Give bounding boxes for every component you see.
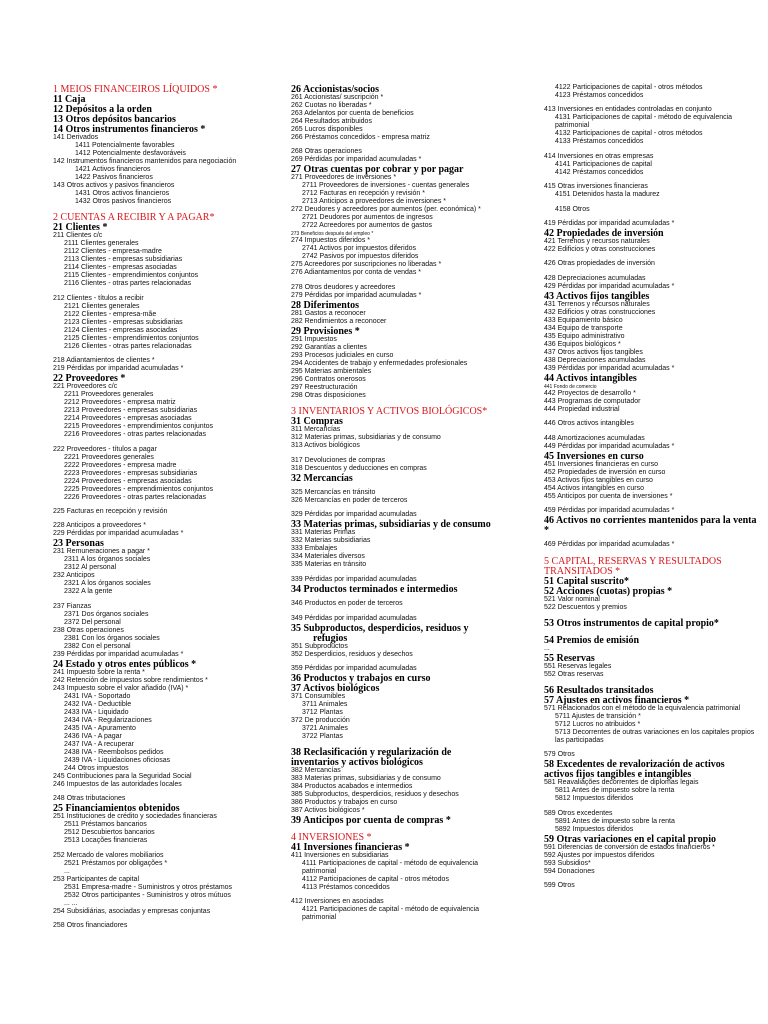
account-subitem: 1432 Otros pasivos financieros bbox=[75, 198, 172, 205]
account-group-heading: 55 Reservas bbox=[544, 652, 595, 664]
account-item: 384 Productos acabados e intermedios bbox=[291, 783, 413, 791]
account-item: 225 Facturas en recepción y revisión bbox=[53, 508, 168, 515]
account-item: 419 Pérdidas por imparidad acumuladas * bbox=[544, 220, 675, 227]
account-group-heading: 57 Ajustes en activos financieros * bbox=[544, 695, 690, 706]
account-subitem: 2124 Clientes - empresas asociadas bbox=[64, 326, 178, 334]
account-item: 589 Otros excedentes bbox=[544, 809, 613, 817]
account-subitem: 4112 Participaciones de capital - otros métodos bbox=[302, 875, 449, 883]
account-subitem: 2432 IVA - Deductible bbox=[64, 700, 132, 708]
account-item: 386 Productos y trabajos en curso bbox=[291, 799, 398, 807]
account-subitem: 2721 Deudores por aumentos de ingresos bbox=[302, 214, 433, 222]
account-subitem: 1422 Pasivos financieros bbox=[75, 174, 153, 181]
account-item: 349 Pérdidas por imparidad acumuladas bbox=[291, 614, 417, 622]
account-subitem: 4113 Préstamos concedidos bbox=[302, 883, 390, 891]
account-group-heading: 33 Materias primas, subsidiarias y de consumo bbox=[291, 519, 491, 531]
account-group-heading: 28 Diferimentos bbox=[291, 299, 360, 311]
account-item: 295 Materias ambientales bbox=[291, 367, 372, 375]
account-subitem: 2436 IVA - A pagar bbox=[64, 732, 122, 740]
account-item: 278 Otros deudores y acreedores bbox=[291, 283, 396, 291]
account-item: 222 Proveedores - títulos a pagar bbox=[53, 445, 157, 453]
account-subitem: 2212 Proveedores - empresa matriz bbox=[64, 399, 176, 407]
account-item: 237 Fianzas bbox=[53, 602, 92, 610]
account-item: 413 Inversiones en entidades controladas en conjunto bbox=[544, 106, 712, 114]
account-item: 371 Consumibles bbox=[291, 693, 346, 700]
account-item: 246 Impuestos de las autoridades locales bbox=[53, 780, 182, 788]
account-item: 571 Relacionados con el método de la equivalencia patrimonial bbox=[544, 705, 741, 712]
account-subitem: 2215 Proveedores - emprendimientos conjuntos bbox=[64, 423, 214, 431]
account-group-heading: 14 Otros instrumentos financieros * bbox=[53, 124, 206, 135]
account-item: 266 Préstamos concedidos - empresa matriz bbox=[291, 134, 430, 141]
account-item: 272 Deudores y acreedores por aumentos (per. económica) * bbox=[291, 206, 481, 214]
account-group-heading: 31 Compras bbox=[291, 416, 343, 428]
account-item: 415 Otras inversiones financieras bbox=[544, 183, 648, 191]
account-item: 274 Impuestos diferidos * bbox=[291, 237, 370, 245]
account-item: 232 Anticipos bbox=[53, 572, 95, 580]
account-group-heading: 24 Estado y otros entes públicos * bbox=[53, 658, 197, 670]
section-heading: 1 MEIOS FINANCEIROS LÍQUIDOS * bbox=[53, 84, 218, 95]
account-item: 521 Valor nominal bbox=[544, 595, 600, 603]
account-item: 359 Pérdidas por imparidad acumuladas bbox=[291, 665, 417, 672]
account-subitem: 2712 Facturas en recepción y revisión * bbox=[302, 190, 425, 198]
account-subitem: 2434 IVA - Regularizaciones bbox=[64, 716, 152, 724]
account-item: 212 Clientes - títulos a recibir bbox=[53, 294, 144, 302]
account-subitem: 2312 Al personal bbox=[64, 564, 117, 572]
account-subitem: 2115 Clientes - emprendimientos conjuntos bbox=[64, 272, 199, 280]
account-group-heading: 41 Inversiones financieras * bbox=[291, 841, 410, 853]
account-subitem: patrimonial bbox=[302, 867, 337, 875]
account-item: 449 Pérdidas por imparidad acumuladas * bbox=[544, 442, 675, 450]
account-subitem: 3721 Animales bbox=[302, 725, 348, 732]
account-item: 593 Subsidios* bbox=[544, 859, 591, 867]
account-item: 219 Pérdidas por imparidad acumuladas * bbox=[53, 365, 184, 373]
account-group-heading: 46 Activos no corrientes mantenidos para la venta bbox=[544, 515, 757, 526]
account-item: 297 Reestructuración bbox=[291, 383, 358, 391]
account-group-heading: 32 Mercancías bbox=[291, 472, 353, 484]
account-item: 142 Instrumentos financieros mantenidos para negociación bbox=[53, 158, 237, 165]
account-subitem: 2532 Otros participantes - Suministros y otros mútuos bbox=[64, 891, 231, 899]
account-item: 414 Inversiones en otras empresas bbox=[544, 152, 654, 160]
account-item: 293 Procesos judiciales en curso bbox=[291, 351, 394, 359]
account-subitem: 2741 Activos por impuestos diferidos bbox=[302, 245, 417, 253]
account-item: 291 Impuestos bbox=[291, 335, 337, 343]
account-item: 455 Anticipos por cuenta de inversiones * bbox=[544, 492, 673, 500]
account-item: 331 Materias Primas bbox=[291, 529, 356, 537]
account-item: 459 Pérdidas por imparidad acumuladas * bbox=[544, 507, 675, 514]
account-item: 351 Subproductos bbox=[291, 642, 348, 650]
account-subitem: 5711 Ajustes de transición * bbox=[555, 713, 641, 720]
account-subitem: 2711 Proveedores de inversiones - cuentas generales bbox=[302, 182, 470, 190]
account-item: 318 Descuentos y deducciones en compras bbox=[291, 464, 427, 472]
account-subitem: ... ... bbox=[64, 899, 78, 907]
account-subitem: 2433 IVA - Liquidado bbox=[64, 708, 129, 716]
account-item: 594 Donaciones bbox=[544, 867, 595, 875]
account-group-heading: 58 Excedentes de revalorización de activos bbox=[544, 759, 725, 771]
account-group-heading: 22 Proveedores * bbox=[53, 373, 126, 385]
account-subitem: 5891 Antes de impuesto sobre la renta bbox=[555, 817, 675, 825]
account-item: 268 Otras operaciones bbox=[291, 148, 362, 156]
section-heading: 5 CAPITAL, RESERVAS Y RESULTADOS bbox=[544, 555, 722, 567]
account-subitem: 244 Otros impuestos bbox=[64, 764, 129, 772]
account-subitem: 2213 Proveedores - empresas subsidiarias bbox=[64, 407, 198, 415]
account-subitem: 4123 Préstamos concedidos bbox=[555, 92, 644, 99]
account-item: 432 Edificios y otras construcciones bbox=[544, 308, 656, 316]
account-subitem: 2211 Proveedores generales bbox=[64, 391, 154, 399]
account-group-heading: 38 Reclasificación y regularización de bbox=[291, 747, 452, 759]
account-subitem: 1411 Potencialmente favorables bbox=[75, 142, 175, 149]
account-group-heading: 29 Provisiones * bbox=[291, 325, 360, 337]
account-subitem: 4151 Detenidos hasta la madurez bbox=[555, 191, 660, 199]
account-group-heading: inventarios y activos biológicos bbox=[291, 757, 423, 769]
account-item: 312 Materias primas, subsidiarias y de consumo bbox=[291, 434, 441, 442]
account-subitem: 5812 Impuestos diferidos bbox=[555, 795, 634, 803]
account-item: 143 Otros activos y pasivos financieros bbox=[53, 182, 175, 189]
account-subitem: 2439 IVA - Liquidaciones oficiosas bbox=[64, 756, 171, 764]
account-item: 281 Gastos a reconocer bbox=[291, 309, 366, 317]
account-subitem: 2512 Descubiertos bancarios bbox=[64, 829, 155, 837]
account-item: 382 Mercancías bbox=[291, 767, 341, 775]
account-item: 242 Retención de impuestos sobre rendimientos * bbox=[53, 676, 208, 684]
account-item: 372 De producción bbox=[291, 717, 350, 724]
account-item: 239 Pérdidas por imparidad acumuladas * bbox=[53, 650, 184, 658]
account-subitem: 4158 Otros bbox=[555, 205, 590, 213]
section-heading: TRANSITADOS * bbox=[544, 565, 621, 577]
account-item: 296 Contratos onerosos bbox=[291, 375, 366, 383]
account-subitem: 2372 Del personal bbox=[64, 618, 121, 626]
account-subitem: 2214 Proveedores - empresas asociadas bbox=[64, 415, 192, 423]
account-item: 421 Terrenos y recursos naturales bbox=[544, 238, 650, 245]
account-item: 452 Propiedades de inversión en curso bbox=[544, 468, 666, 476]
account-subitem: 2221 Proveedores generales bbox=[64, 453, 154, 461]
account-item: 313 Activos biológicos bbox=[291, 442, 360, 450]
account-group-heading: 37 Activos biológicos bbox=[291, 683, 380, 694]
account-subitem: 4131 Participaciones de capital - método de equivalencia bbox=[555, 114, 733, 122]
account-subitem: 2713 Anticipos a proveedores de inversiones * bbox=[302, 198, 446, 206]
account-item: 279 Pérdidas por imparidad acumuladas * bbox=[291, 291, 422, 299]
account-group-heading: 13 Otros depósitos bancarios bbox=[53, 114, 176, 125]
account-subitem: 2122 Clientes - empresa-mãe bbox=[64, 310, 157, 318]
account-group-heading: 27 Otras cuentas por cobrar y por pagar bbox=[291, 164, 464, 176]
account-item: 311 Mercancías bbox=[291, 426, 341, 434]
account-item: 454 Activos intangibles en curso bbox=[544, 484, 645, 492]
account-item: 451 Inversiones financieras en curso bbox=[544, 460, 659, 468]
account-item: 444 Propiedad industrial bbox=[544, 405, 620, 413]
account-item: 411 Inversiones en subsidiarias bbox=[291, 851, 389, 859]
account-subitem: las participadas bbox=[555, 737, 604, 744]
account-subitem: 2226 Proveedores - otras partes relacionadas bbox=[64, 493, 207, 501]
account-group-heading: 56 Resultados transitados bbox=[544, 685, 654, 696]
account-subitem: 2125 Clientes - emprendimientos conjuntos bbox=[64, 334, 199, 342]
account-group-heading: 42 Propiedades de inversión bbox=[544, 228, 664, 239]
account-subitem: 4142 Préstamos concedidos bbox=[555, 168, 644, 176]
account-group-heading: activos fijos tangibles e intangibles bbox=[544, 769, 692, 781]
account-subitem: 2531 Empresa-madre - Suministros y otros préstamos bbox=[64, 883, 233, 891]
account-item: 294 Accidentes de trabajo y enfermedades profesionales bbox=[291, 359, 468, 367]
account-subitem: 2311 A los órganos sociales bbox=[64, 556, 151, 564]
account-item: 439 Pérdidas por imparidad acumuladas * bbox=[544, 364, 675, 372]
account-subitem: 5892 Impuestos diferidos bbox=[555, 825, 634, 833]
account-subitem: 2513 Locações financieras bbox=[64, 837, 148, 845]
account-item: 436 Equipos biológicos * bbox=[544, 340, 621, 348]
account-item: 265 Lucros disponibles bbox=[291, 126, 363, 133]
account-item: 428 Depreciaciones acumuladas bbox=[544, 274, 646, 282]
account-item: 339 Pérdidas por imparidad acumuladas bbox=[291, 575, 417, 583]
account-item: 241 Impuesto sobre la renta * bbox=[53, 668, 145, 676]
account-group-heading: 35 Subproductos, desperdicios, residuos y bbox=[291, 622, 469, 634]
account-item: 264 Resultados atribuidos bbox=[291, 118, 372, 125]
account-item: 385 Subproductos, desperdicios, residuos y desechos bbox=[291, 791, 459, 799]
account-item: 443 Programas de computador bbox=[544, 397, 641, 405]
account-item: 269 Pérdidas por imparidad acumuladas * bbox=[291, 156, 422, 164]
account-subitem: 5811 Antes de impuesto sobre la renta bbox=[555, 787, 675, 795]
account-item: 441 Fondo de comercio bbox=[544, 383, 597, 390]
account-subitem: 2224 Proveedores - empresas asociadas bbox=[64, 477, 192, 485]
account-item: 442 Proyectos de desarrollo * bbox=[544, 389, 636, 397]
account-item: 254 Subsidiárias, asociadas y empresas conjuntas bbox=[53, 907, 211, 915]
account-subitem: 1431 Otros activos financieros bbox=[75, 190, 170, 197]
account-item: 333 Embalajes bbox=[291, 545, 338, 553]
section-heading: 3 INVENTARIOS Y ACTIVOS BIOLÓGICOS* bbox=[291, 406, 488, 418]
account-item: 248 Otras tributaciones bbox=[53, 795, 126, 803]
account-subitem: 2322 A la gente bbox=[64, 588, 113, 596]
account-item: 591 Diferencias de conversión de estados financieros * bbox=[544, 843, 715, 851]
account-item: 251 Instituciones de crédito y sociedades financieras bbox=[53, 813, 217, 821]
account-item: 326 Mercancías en poder de terceros bbox=[291, 497, 408, 504]
account-item: 228 Anticipos a proveedores * bbox=[53, 522, 147, 530]
account-subitem: 5712 Lucros no atribuidos * bbox=[555, 721, 641, 728]
account-subitem: 2126 Clientes - otras partes relacionadas bbox=[64, 342, 192, 350]
account-item: 429 Pérdidas por imparidad acumuladas * bbox=[544, 282, 675, 290]
account-item: 438 Depreciaciones acumuladas bbox=[544, 356, 646, 364]
account-group-heading: 45 Inversiones en curso bbox=[544, 450, 644, 462]
account-subitem: 2438 IVA - Reembolsos pedidos bbox=[64, 748, 164, 756]
account-item: 325 Mercancías en tránsito bbox=[291, 489, 376, 496]
account-group-heading: 25 Financiamientos obtenidos bbox=[53, 803, 180, 815]
account-item: 298 Otras disposiciones bbox=[291, 391, 366, 399]
account-item: 252 Mercado de valores mobiliarios bbox=[53, 851, 164, 859]
account-item: 292 Garantías a clientes bbox=[291, 343, 367, 351]
account-item: ... bbox=[544, 644, 550, 652]
account-group-heading: 53 Otros instrumentos de capital propio* bbox=[544, 618, 719, 630]
account-group-heading: 34 Productos terminados e intermedios bbox=[291, 583, 458, 595]
account-item: 253 Participantes de capital bbox=[53, 875, 139, 883]
account-subitem: 2382 Con el personal bbox=[64, 642, 131, 650]
account-item: 231 Remuneraciones a pagar * bbox=[53, 548, 150, 556]
account-group-heading: 54 Premios de emisión bbox=[544, 634, 640, 646]
account-subitem: 5713 Decorrentes de outras variaciones en los capitales propios bbox=[555, 729, 755, 736]
account-subitem: ... bbox=[64, 867, 70, 875]
account-item: 221 Proveedores c/c bbox=[53, 383, 118, 391]
account-subitem: 3712 Plantas bbox=[302, 709, 343, 716]
account-group-heading: 36 Productos y trabajos en curso bbox=[291, 673, 431, 684]
account-item: 592 Ajustes por impuestos diferidos bbox=[544, 851, 655, 859]
account-group-heading: 26 Accionistas/socios bbox=[291, 84, 380, 95]
account-item: 352 Desperdicios, residuos y desechos bbox=[291, 650, 413, 658]
account-subitem: 2381 Con los órganos sociales bbox=[64, 634, 160, 642]
account-item: 551 Reservas legales bbox=[544, 662, 612, 670]
account-group-heading: refugios bbox=[313, 632, 348, 644]
account-item: 453 Activos fijos tangibles en curso bbox=[544, 476, 653, 484]
account-subitem: 2511 Préstamos bancarios bbox=[64, 821, 147, 829]
account-item: 329 Pérdidas por imparidad acumuladas bbox=[291, 511, 417, 519]
account-subitem: 3722 Plantas bbox=[302, 733, 343, 740]
account-subitem: 2437 IVA - A recuperar bbox=[64, 740, 134, 748]
account-item: 426 Otras propiedades de inversión bbox=[544, 260, 655, 268]
account-subitem: 2113 Clientes - empresas subsidiarias bbox=[64, 256, 183, 264]
account-item: 552 Otras reservas bbox=[544, 670, 604, 678]
account-item: 335 Materias en tránsito bbox=[291, 561, 367, 569]
account-group-heading: 23 Personas bbox=[53, 538, 104, 550]
account-group-heading: 52 Acciones (cuotas) propias * bbox=[544, 585, 673, 597]
account-item: 317 Devoluciones de compras bbox=[291, 456, 386, 464]
account-subitem: 2116 Clientes - otras partes relacionadas bbox=[64, 280, 192, 288]
account-subitem: 2225 Proveedores - emprendimientos conjuntos bbox=[64, 485, 214, 493]
account-subitem: 2111 Clientes generales bbox=[64, 240, 139, 248]
account-subitem: 4133 Préstamos concedidos bbox=[555, 138, 644, 146]
account-subitem: 4121 Participaciones de capital - método de equivalencia bbox=[302, 906, 480, 914]
account-item: 448 Amortizaciones acumuladas bbox=[544, 434, 645, 442]
account-item: 446 Otros activos intangibles bbox=[544, 420, 634, 428]
account-item: 229 Pérdidas por imparidad acumuladas * bbox=[53, 530, 184, 538]
account-group-heading: * bbox=[544, 525, 549, 536]
account-subitem: 2123 Clientes - empresas subsidiarias bbox=[64, 318, 183, 326]
account-item: 437 Otros activos fijos tangibles bbox=[544, 348, 643, 356]
account-subitem: 3711 Animales bbox=[302, 701, 348, 708]
account-subitem: 2435 IVA - Apuramento bbox=[64, 724, 136, 732]
account-item: 422 Edificios y otras construcciones bbox=[544, 246, 656, 253]
account-subitem: 4132 Participaciones de capital - otros métodos bbox=[555, 130, 703, 138]
account-item: 433 Equipamiento básico bbox=[544, 316, 623, 324]
account-item: 276 Adiantamentos por conta de vendas * bbox=[291, 269, 421, 277]
account-item: 522 Descuentos y premios bbox=[544, 603, 627, 611]
account-group-heading: 12 Depósitos a la orden bbox=[53, 104, 152, 115]
account-subitem: 2216 Proveedores - otras partes relacionadas bbox=[64, 431, 207, 439]
account-item: 412 Inversiones en asociadas bbox=[291, 898, 384, 906]
account-item: 599 Otros bbox=[544, 882, 575, 890]
account-subitem: 2431 IVA - Soportado bbox=[64, 692, 131, 700]
account-subitem: patrimonial bbox=[302, 914, 337, 922]
account-item: 434 Equipo de transporte bbox=[544, 324, 623, 332]
account-subitem: 4141 Participaciones de capital bbox=[555, 160, 652, 168]
account-item: 332 Materias subsidiarias bbox=[291, 537, 371, 545]
account-item: 275 Acreedores por suscripciones no liberadas * bbox=[291, 261, 442, 269]
account-subitem: 2112 Clientes - empresa-madre bbox=[64, 248, 162, 256]
account-subitem: 2121 Clientes generales bbox=[64, 302, 140, 310]
account-item: 245 Contribuciones para la Seguridad Social bbox=[53, 772, 192, 780]
account-item: 431 Terrenos y recursos naturales bbox=[544, 300, 650, 308]
account-subitem: 2722 Acreedores por aumentos de gastos bbox=[302, 222, 432, 230]
account-subitem: 4122 Participaciones de capital - otros métodos bbox=[555, 84, 703, 91]
account-subitem: 2223 Proveedores - empresas subsidiarias bbox=[64, 469, 198, 477]
account-item: 218 Adiantamientos de clientes * bbox=[53, 357, 155, 365]
account-item: 261 Accionistas/ suscripción * bbox=[291, 94, 384, 101]
account-group-heading: 43 Activos fijos tangibles bbox=[544, 290, 650, 302]
account-subitem: 4111 Participaciones de capital - método de equivalencia bbox=[302, 859, 479, 867]
account-item: 263 Adelantos por cuenta de beneficios bbox=[291, 110, 414, 117]
account-item: 579 Otros bbox=[544, 751, 575, 759]
account-subitem: 2321 A los órganos sociales bbox=[64, 580, 151, 588]
account-subitem: 1412 Potencialmente desfavoráveis bbox=[75, 150, 186, 157]
account-subitem: 2521 Préstamos por obligações * bbox=[64, 859, 168, 867]
account-item: 282 Rendimientos a reconocer bbox=[291, 317, 387, 325]
section-heading: 2 CUENTAS A RECIBIR Y A PAGAR* bbox=[53, 212, 215, 224]
account-subitem: 2742 Pasivos por impuestos diferidos bbox=[302, 253, 419, 261]
account-item: 334 Materiales diversos bbox=[291, 553, 365, 561]
account-item: 211 Clientes c/c bbox=[53, 232, 103, 240]
account-item: 346 Productos en poder de terceros bbox=[291, 600, 403, 608]
account-item: 271 Proveedores de inversiones * bbox=[291, 174, 397, 182]
account-group-heading: 59 Otras variaciones en el capital propio bbox=[544, 833, 717, 845]
account-group-heading: 21 Clientes * bbox=[53, 222, 108, 234]
account-item: 243 Impuesto sobre el valor añadido (IVA) * bbox=[53, 684, 189, 692]
account-item: 262 Cuotas no liberadas * bbox=[291, 102, 372, 109]
account-group-heading: 39 Anticipos por cuenta de compras * bbox=[291, 815, 451, 827]
account-item: 435 Equipo administrativo bbox=[544, 332, 625, 340]
account-item: 383 Materias primas, subsidiarias y de consumo bbox=[291, 775, 441, 783]
account-subitem: 2222 Proveedores - empresa madre bbox=[64, 461, 177, 469]
account-subitem: 2114 Clientes - empresas asociadas bbox=[64, 264, 177, 272]
account-subitem: 1421 Activos financieros bbox=[75, 166, 151, 173]
account-item: 238 Otras operaciones bbox=[53, 626, 124, 634]
account-subitem: 2371 Dos órganos sociales bbox=[64, 610, 149, 618]
account-item: 273 Beneficios después del empleo * bbox=[291, 231, 374, 238]
account-subitem: patrimonial bbox=[555, 122, 590, 130]
account-group-heading: 51 Capital suscrito* bbox=[544, 575, 629, 587]
account-group-heading: 44 Activos intangibles bbox=[544, 372, 637, 384]
section-heading: 4 INVERSIONES * bbox=[291, 831, 372, 843]
account-item: 141 Derivados bbox=[53, 134, 99, 141]
account-group-heading: 11 Caja bbox=[53, 94, 86, 105]
account-item: 258 Otros financiadores bbox=[53, 922, 128, 929]
account-item: 469 Pérdidas por imparidad acumuladas * bbox=[544, 541, 675, 549]
account-item: 581 Reavaliações decorrentes de diplomas legais bbox=[544, 779, 699, 787]
account-item: 387 Activos biológicos * bbox=[291, 807, 365, 815]
